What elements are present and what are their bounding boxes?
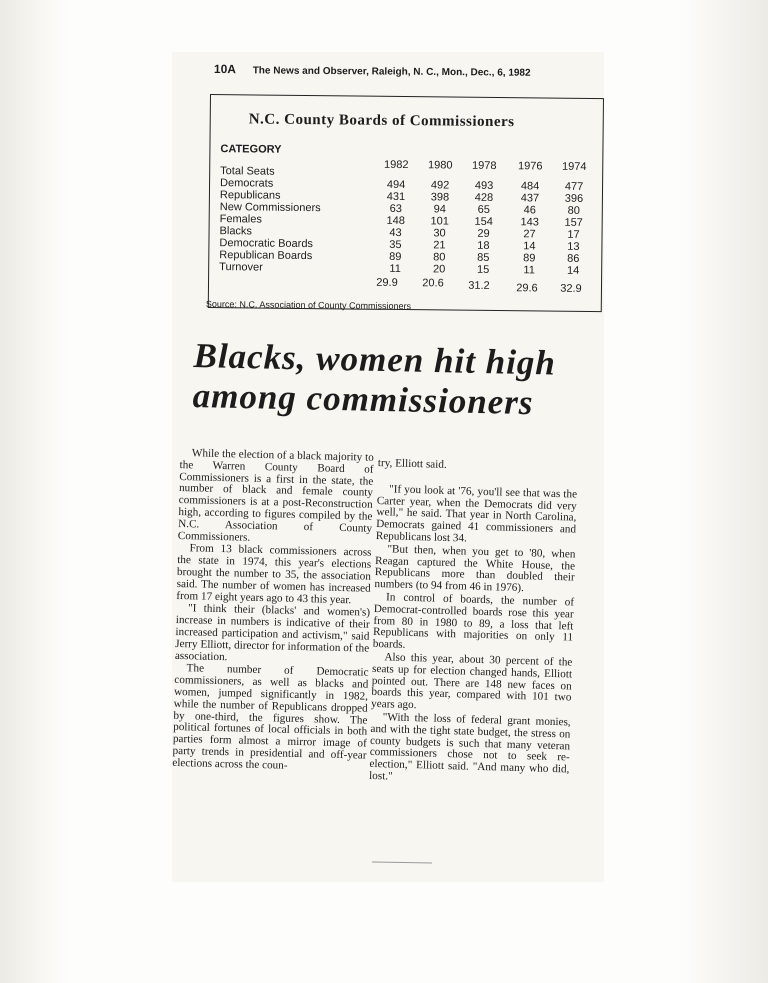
table-cell: 484 [520,180,540,193]
table-cell: 493 [474,179,494,192]
table-cell: 80 [567,204,580,217]
paragraph: "But then, when you get to '80, when Reagan captured the White House, the Republicans more than doubled their numbers (to 94 from 46 in 1976). [374,543,576,595]
row-label: Total Seats [220,165,275,178]
masthead: The News and Observer, Raleigh, N. C., Mon., Dec., 6, 1982 [252,65,531,79]
year-header: 1974 [561,160,587,173]
paragraph: "I think their (blacks' and women's) increase in numbers is indicative of their increased participation and activism," said Jerry Elliott, director for information of the association. [174,602,371,663]
table-cell: 148 [386,214,405,228]
row-label: Democrats [220,177,274,190]
year-header: 1976 [517,160,543,173]
table-cell: 65 [477,203,490,216]
table-cell: 143 [520,216,539,229]
table-cell: 94 [433,203,446,216]
row-label: Republicans [219,189,281,202]
paragraph: try, Elliott said. [377,457,447,471]
table-cell: 101 [430,215,449,228]
article-column-right [369,458,578,788]
paragraph: While the election of a black majority to the Warren County Board of Commissioners is a first in the state, the number of black and female county commissioners is at a post-Reconstruction high, according to figures compiled by the N.C. Association of County Commissioners. [177,447,374,544]
row-label: New Commissioners [219,201,321,215]
table-cell: 31.2 [468,279,490,292]
table-cell: 63 [389,202,402,216]
paragraph: "With the loss of federal grant monies, and with the tight state budget, the stress on county budgets is such that many veteran commissioners chose not to seek re-election," Elliott said. "And many who did, lost." [368,711,571,783]
year-header: 1980 [427,159,453,172]
year-header: 1978 [471,159,497,173]
paragraph: In control of boards, the number of Democrat-controlled boards rose this year from 80 in 1980 to 89, a loss that left Republicans with majorities on only 11 boards. [372,591,575,651]
table-cell: 396 [564,192,584,205]
table-cell: 30 [433,227,446,240]
category-header: CATEGORY [220,143,282,156]
page-number: 10A [213,62,237,77]
article-column-left [172,448,374,774]
table-cell: 17 [567,228,580,241]
paragraph: From 13 black commissioners across the state in 1974, this year's elections brought the number to 35, the association said. The number of women has increased from 17 eight years ago to 43 this year. [176,542,372,606]
table-cell: 43 [389,226,402,240]
table-cell: 89 [389,250,402,264]
table-cell: 80 [433,251,446,264]
table-cell: 18 [477,239,490,252]
table-cell: 21 [433,239,446,252]
table-cell: 494 [386,178,406,192]
headline [192,336,584,424]
table-cell: 86 [567,252,580,265]
table-cell: 13 [567,240,580,253]
table-cell: 32.9 [560,282,582,295]
table-cell: 46 [523,204,536,217]
table-cell: 85 [477,251,490,264]
year-header: 1982 [383,158,409,172]
table-cell: 398 [430,191,450,204]
table-source: Source: N.C. Association of County Commissioners [205,299,412,312]
table-cell: 29 [477,227,490,240]
table-cell: 89 [523,252,536,265]
table-cell: 437 [520,192,540,205]
paragraph: The number of Democratic commissioners, as well as blacks and women, jumped significantly in 1982, while the number of Republicans dropped by one-third, the figures show. The political fortunes of local officials in both parties form almost a mirror image of party trends in presidential and off-year elections across the coun- [172,662,369,772]
row-label: Democratic Boards [219,237,314,251]
table-cell: 477 [564,180,584,193]
table-cell: 492 [430,179,450,192]
table-cell: 11 [523,264,535,277]
headline-line: Blacks, women hit high [193,336,557,383]
data-table [205,94,604,312]
table-cell: 35 [389,238,402,252]
table-cell: 27 [523,228,536,241]
table-cell: 157 [564,216,583,229]
table-cell: 29.6 [516,282,538,295]
table-cell: 11 [389,262,401,276]
table-cell: 15 [476,263,490,276]
paragraph: Also this year, about 30 percent of the seats up for election changed hands, Elliott pointed out. There are 148 new faces on boards this year, compared with 101 two years ago. [370,651,573,712]
row-label: Blacks [219,225,253,238]
table-cell: 20.6 [422,277,444,290]
table-cell: 29.9 [376,276,398,289]
table-cell: 20 [432,263,446,276]
page-header [214,62,544,79]
headline-line: among commissioners [192,375,534,423]
table-cell: 428 [474,191,494,204]
table-cell: 431 [386,190,406,204]
row-label: Republican Boards [219,249,313,263]
paragraph: "If you look at '76, you'll see that was the Carter year, when the Democrats did very well," he said. That year in North Carolina, Democrats gained 41 commissioners and Republicans lost 34. [375,483,578,545]
scan-edge-left [0,0,70,983]
table-cell: 14 [523,240,536,253]
table-cell: 14 [566,264,580,277]
table-cell: 154 [474,215,493,228]
scan-edge-right [678,0,768,983]
row-label: Turnover [219,261,263,274]
table-title: N.C. County Boards of Commissioners [248,111,515,131]
row-label: Females [219,213,262,226]
